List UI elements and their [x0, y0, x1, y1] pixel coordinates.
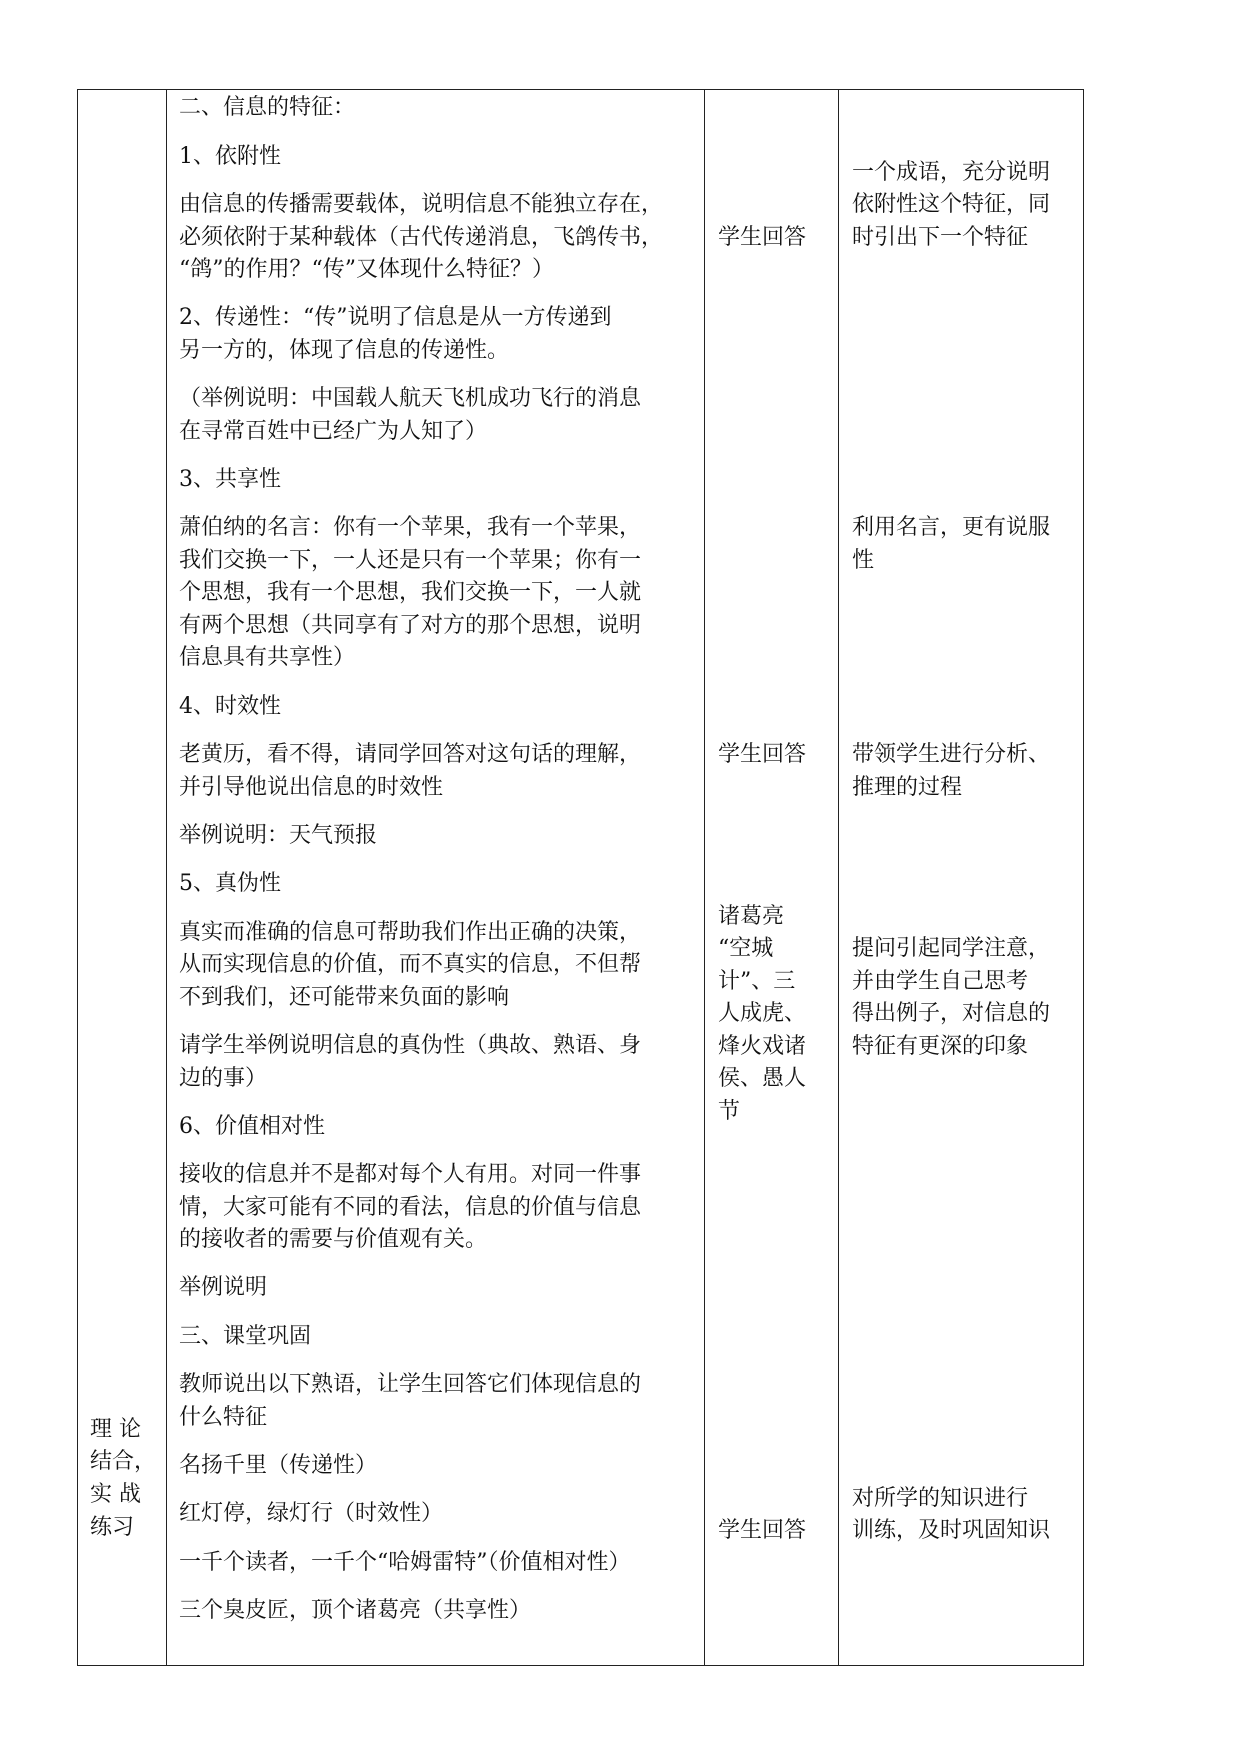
item-title: 3、共享性	[179, 467, 281, 492]
item-body-line: 个思想，我有一个思想，我们交换一下，一人就	[179, 580, 642, 605]
intent-line: 带领学生进行分析、	[852, 742, 1051, 767]
item-body-line: 老黄历，看不得，请同学回答对这句话的理解，	[179, 742, 642, 767]
stage-label-line: 实 战	[90, 1482, 141, 1507]
example-line: 烽火戏诸	[718, 1034, 807, 1059]
example-line: 侯、愚人	[718, 1066, 807, 1091]
proverb: 红灯停，绿灯行（时效性）	[179, 1501, 444, 1526]
section-title: 二、信息的特征：	[179, 95, 356, 120]
stage-label-line: 理 论	[90, 1417, 141, 1442]
intent-line: 得出例子，对信息的	[852, 1001, 1051, 1026]
item-example: 举例说明	[179, 1275, 268, 1300]
item-body-line: 2、传递性：“传”说明了信息是从一方传递到	[179, 305, 612, 330]
intent-line: 一个成语，充分说明	[852, 160, 1051, 185]
column-divider-2	[704, 90, 705, 1665]
proverb: 名扬千里（传递性）	[179, 1453, 378, 1478]
example-line: 诸葛亮	[718, 904, 785, 929]
proverb: 三个臭皮匠，顶个诸葛亮（共享性）	[179, 1598, 532, 1623]
item-example: 举例说明：天气预报	[179, 823, 378, 848]
section-intro-line: 什么特征	[179, 1405, 268, 1430]
item-body-line: 不到我们，还可能带来负面的影响	[179, 985, 510, 1010]
item-body-line: 信息具有共享性）	[179, 645, 356, 670]
item-body-line: 由信息的传播需要载体，说明信息不能独立存在，	[179, 192, 664, 217]
section-intro-line: 教师说出以下熟语，让学生回答它们体现信息的	[179, 1372, 642, 1397]
column-divider-1	[166, 90, 167, 1665]
intent-line: 提问引起同学注意，	[852, 936, 1051, 961]
item-title: 6、价值相对性	[179, 1114, 325, 1139]
item-body-line: 真实而准确的信息可帮助我们作出正确的决策，	[179, 920, 642, 945]
item-body-line: 接收的信息并不是都对每个人有用。对同一件事	[179, 1162, 642, 1187]
item-body-line: 必须依附于某种载体（古代传递消息，飞鸽传书，	[179, 225, 664, 250]
example-line: 计”、三	[718, 969, 796, 994]
intent-line: 特征有更深的印象	[852, 1034, 1029, 1059]
example-line: 节	[718, 1099, 741, 1124]
item-title: 5、真伪性	[179, 871, 281, 896]
section-title: 三、课堂巩固	[179, 1324, 312, 1349]
intent-line: 性	[852, 548, 875, 573]
intent-line: 对所学的知识进行	[852, 1486, 1029, 1511]
item-title: 1、依附性	[179, 144, 281, 169]
item-example-line: 在寻常百姓中已经广为人知了）	[179, 419, 488, 444]
student-answer: 学生回答	[718, 1518, 807, 1543]
item-body-line: 有两个思想（共同享有了对方的那个思想，说明	[179, 613, 642, 638]
example-line: “空城	[718, 936, 774, 961]
item-body-line: 的接收者的需要与价值观有关。	[179, 1227, 488, 1252]
item-body-line: 另一方的，体现了信息的传递性。	[179, 338, 510, 363]
item-task-line: 请学生举例说明信息的真伪性（典故、熟语、身	[179, 1033, 642, 1058]
item-title: 4、时效性	[179, 694, 281, 719]
intent-line: 时引出下一个特征	[852, 225, 1029, 250]
example-line: 人成虎、	[718, 1001, 807, 1026]
student-answer: 学生回答	[718, 225, 807, 250]
item-body-line: “鸽”的作用？“传”又体现什么特征？）	[179, 257, 554, 282]
stage-label-line: 练习	[90, 1515, 135, 1540]
item-task-line: 边的事）	[179, 1066, 268, 1091]
item-body-line: 并引导他说出信息的时效性	[179, 775, 444, 800]
item-body-line: 我们交换一下，一人还是只有一个苹果；你有一	[179, 548, 642, 573]
intent-line: 训练，及时巩固知识	[852, 1518, 1051, 1543]
item-body-line: 萧伯纳的名言：你有一个苹果，我有一个苹果，	[179, 515, 642, 540]
column-divider-3	[838, 90, 839, 1665]
student-answer: 学生回答	[718, 742, 807, 767]
item-body-line: 情，大家可能有不同的看法，信息的价值与信息	[179, 1195, 642, 1220]
intent-line: 推理的过程	[852, 775, 963, 800]
item-body-line: 从而实现信息的价值，而不真实的信息，不但帮	[179, 952, 642, 977]
item-example-line: （举例说明：中国载人航天飞机成功飞行的消息	[179, 386, 642, 411]
stage-label-line: 结合，	[90, 1449, 157, 1474]
proverb: 一千个读者，一千个“哈姆雷特”（价值相对性）	[179, 1550, 631, 1575]
intent-line: 依附性这个特征，同	[852, 192, 1051, 217]
intent-line: 利用名言，更有说服	[852, 515, 1051, 540]
intent-line: 并由学生自己思考	[852, 969, 1029, 994]
